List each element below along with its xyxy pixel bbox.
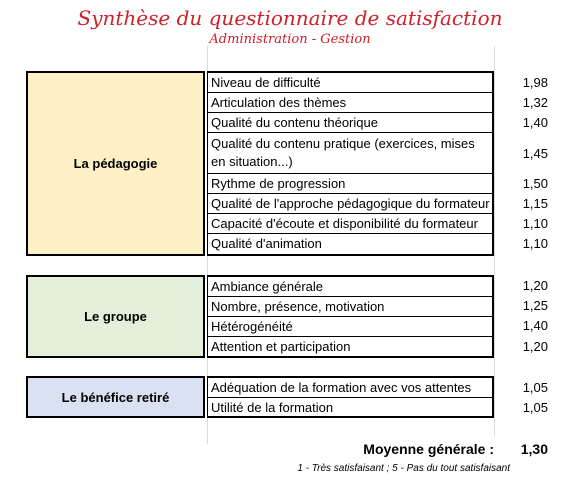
category-label-benefice (26, 376, 205, 418)
score-value: 1,10 (522, 236, 548, 251)
score-value: 1,05 (522, 400, 548, 415)
table-row: Niveau de difficulté (208, 73, 492, 93)
table-row: Nombre, présence, motivation (208, 297, 492, 317)
table-row: Capacité d'écoute et disponibilité du formateur (208, 214, 492, 234)
table-row: Qualité du contenu théorique (208, 113, 492, 133)
table-row: Rythme de progression (208, 174, 492, 194)
table-row: Adéquation de la formation avec vos attentes (208, 378, 492, 398)
table-row: Utilité de la formation (211, 399, 334, 415)
category-label-pedagogie (26, 71, 205, 256)
table-row: Attention et participation (211, 338, 351, 354)
category-text: Le bénéfice retiré (61, 389, 170, 405)
score-value: 1,40 (522, 115, 548, 130)
score-value: 1,15 (522, 196, 548, 211)
category-text: La pédagogie (73, 156, 158, 171)
score-value: 1,10 (522, 216, 548, 231)
items-groupe (207, 275, 494, 358)
score-value: 1,25 (522, 298, 548, 313)
score-value: 1,50 (522, 176, 548, 191)
page-title: Synthèse du questionnaire de satisfaction (77, 6, 503, 30)
table-row: Qualité du contenu pratique (exercices, mises en situation...) (208, 133, 492, 174)
score-value: 1,20 (522, 339, 548, 354)
average-label: Moyenne générale : (363, 441, 494, 457)
score-value: 1,98 (522, 75, 548, 90)
category-label-groupe (26, 275, 205, 358)
table-row: Ambiance générale (208, 277, 492, 297)
scale-note: 1 - Très satisfaisant ; 5 - Pas du tout satisfaisant (297, 463, 510, 474)
table-row: Qualité de l'approche pédagogique du formateur (208, 194, 492, 214)
score-value: 1,20 (522, 278, 548, 293)
score-value: 1,32 (522, 95, 548, 110)
table-row: Hétérogénéité (208, 317, 492, 337)
grid-divider (494, 46, 495, 436)
page-subtitle: Administration - Gestion (209, 32, 371, 47)
items-benefice (207, 376, 494, 418)
score-value: 1,40 (522, 318, 548, 333)
items-pedagogie (207, 71, 494, 256)
score-value: 1,05 (522, 380, 548, 395)
score-value: 1,45 (522, 146, 548, 161)
table-row: Articulation des thèmes (208, 93, 492, 113)
table-row: Qualité d'animation (211, 236, 322, 251)
category-text: Le groupe (84, 309, 147, 324)
average-value: 1,30 (520, 441, 548, 457)
